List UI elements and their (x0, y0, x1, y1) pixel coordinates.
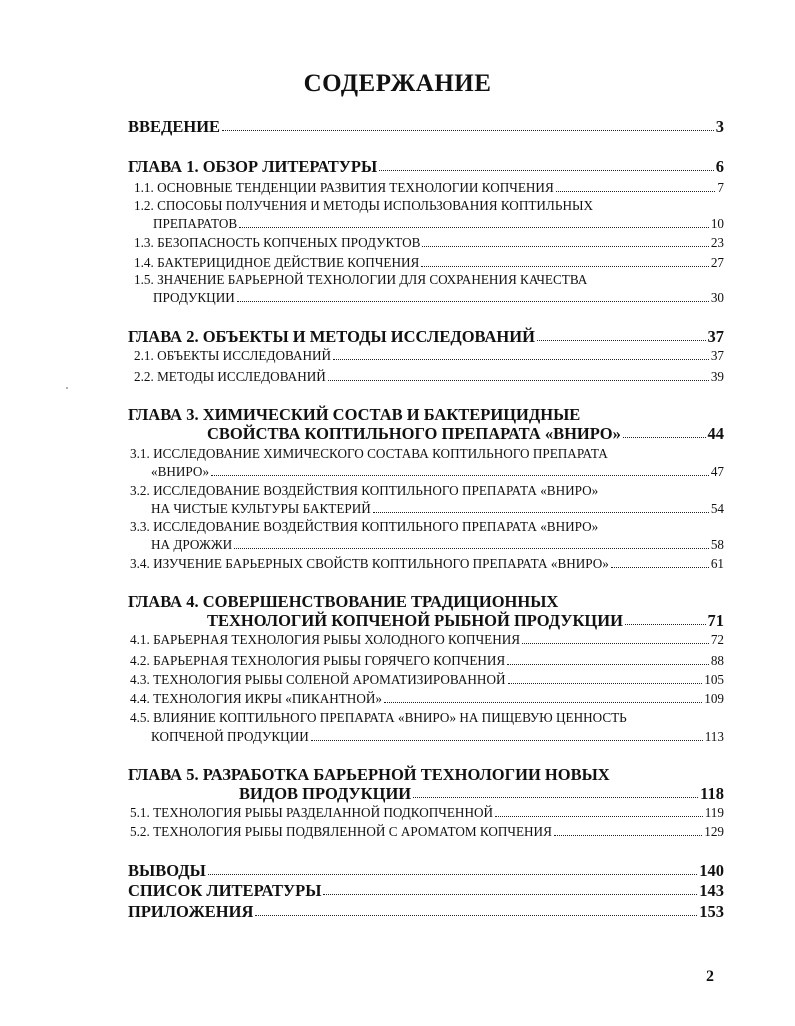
toc-section-4-2[interactable] (130, 651, 724, 671)
toc-entry-intro[interactable] (128, 117, 724, 137)
toc-entry-page: 105 (704, 672, 724, 687)
toc-chapter-1[interactable] (128, 157, 724, 177)
toc-section-2-1[interactable] (134, 346, 724, 366)
toc-entry-label: СВОЙСТВА КОПТИЛЬНОГО ПРЕПАРАТА «ВНИРО» (207, 424, 621, 443)
toc-entry-label: ПРОДУКЦИИ (153, 290, 235, 305)
toc-entry-label: 3.4. ИЗУЧЕНИЕ БАРЬЕРНЫХ СВОЙСТВ КОПТИЛЬНОГО ПРЕПАРАТА «ВНИРО» (130, 556, 609, 571)
toc-section-1-2-line1[interactable]: 1.2. СПОСОБЫ ПОЛУЧЕНИЯ И МЕТОДЫ ИСПОЛЬЗОВАНИЯ КОПТИЛЬНЫХ (134, 198, 593, 213)
toc-entry-label: 1.4. БАКТЕРИЦИДНОЕ ДЕЙСТВИЕ КОПЧЕНИЯ (134, 255, 420, 270)
toc-entry-label: КОПЧЕНОЙ ПРОДУКЦИИ (151, 729, 309, 744)
dot-leader (239, 214, 709, 228)
dot-leader (507, 651, 709, 665)
toc-entry-page: 30 (710, 290, 724, 305)
dot-leader (237, 288, 709, 302)
toc-entry-page: 143 (699, 881, 724, 900)
dot-leader (522, 630, 709, 644)
dot-leader (234, 535, 709, 549)
toc-entry-label: 1.1. ОСНОВНЫЕ ТЕНДЕНЦИИ РАЗВИТИЯ ТЕХНОЛОГИИ КОПЧЕНИЯ (134, 180, 554, 195)
toc-entry-page: 7 (717, 180, 724, 195)
dot-leader (623, 424, 706, 438)
toc-entry-label: ГЛАВА 1. ОБЗОР ЛИТЕРАТУРЫ (128, 157, 378, 176)
toc-entry-page: 153 (699, 902, 724, 921)
toc-entry-label: ГЛАВА 2. ОБЪЕКТЫ И МЕТОДЫ ИССЛЕДОВАНИЙ (128, 327, 535, 346)
toc-section-4-5[interactable] (151, 727, 724, 747)
dot-leader (311, 727, 703, 741)
toc-entry-page: 140 (699, 861, 724, 880)
toc-entry-label: 4.3. ТЕХНОЛОГИЯ РЫБЫ СОЛЕНОЙ АРОМАТИЗИРОВАННОЙ (130, 672, 506, 687)
page-number: 2 (706, 968, 714, 985)
toc-entry-label: СПИСОК ЛИТЕРАТУРЫ (128, 881, 322, 900)
toc-entry-page: 37 (710, 348, 724, 363)
toc-section-1-5-line1[interactable]: 1.5. ЗНАЧЕНИЕ БАРЬЕРНОЙ ТЕХНОЛОГИИ ДЛЯ СОХРАНЕНИЯ КАЧЕСТВА (134, 272, 588, 287)
dot-leader (421, 253, 709, 267)
dot-leader (222, 117, 714, 131)
dot-leader (328, 367, 709, 381)
dot-leader (611, 554, 709, 568)
toc-entry-page: 23 (710, 235, 724, 250)
dot-leader (211, 462, 709, 476)
toc-entry-label: 5.1. ТЕХНОЛОГИЯ РЫБЫ РАЗДЕЛАННОЙ ПОДКОПЧЕННОЙ (130, 805, 494, 820)
dot-leader (556, 178, 716, 192)
dot-leader (208, 861, 697, 875)
toc-chapter-5-line1[interactable]: ГЛАВА 5. РАЗРАБОТКА БАРЬЕРНОЙ ТЕХНОЛОГИИ НОВЫХ (128, 765, 610, 784)
toc-entry-page: 3 (715, 117, 724, 136)
toc-section-1-3[interactable] (134, 233, 724, 253)
toc-entry-page: 10 (710, 216, 724, 231)
toc-section-5-1[interactable] (130, 803, 724, 823)
toc-section-1-1[interactable] (134, 178, 724, 198)
dot-leader (333, 346, 709, 360)
toc-entry-label: 2.2. МЕТОДЫ ИССЛЕДОВАНИЙ (134, 369, 326, 384)
toc-section-2-2[interactable] (134, 367, 724, 387)
toc-section-3-2[interactable] (151, 499, 724, 519)
dot-leader (373, 499, 709, 513)
toc-entry-conclusions[interactable] (128, 861, 724, 881)
dot-leader (495, 803, 703, 817)
toc-entry-label: 4.4. ТЕХНОЛОГИЯ ИКРЫ «ПИКАНТНОЙ» (130, 691, 382, 706)
toc-entry-page: 129 (704, 824, 724, 839)
toc-chapter-3[interactable] (207, 424, 724, 444)
toc-entry-label: 5.2. ТЕХНОЛОГИЯ РЫБЫ ПОДВЯЛЕННОЙ С АРОМАТОМ КОПЧЕНИЯ (130, 824, 552, 839)
dot-leader (379, 157, 714, 171)
dot-leader (323, 881, 697, 895)
dot-leader (384, 689, 702, 703)
toc-entry-references[interactable] (128, 881, 724, 901)
toc-entry-page: 61 (710, 556, 724, 571)
dot-leader (537, 327, 706, 341)
toc-entry-page: 54 (710, 501, 724, 516)
toc-entry-label: ПРЕПАРАТОВ (153, 216, 238, 231)
toc-entry-label: ВЫВОДЫ (128, 861, 206, 880)
toc-entry-label: «ВНИРО» (151, 464, 210, 479)
toc-entry-page: 88 (710, 653, 724, 668)
toc-entry-appendix[interactable] (128, 902, 724, 922)
toc-entry-page: 58 (710, 537, 724, 552)
toc-entry-label: ТЕХНОЛОГИЙ КОПЧЕНОЙ РЫБНОЙ ПРОДУКЦИИ (207, 611, 623, 630)
dot-leader (554, 822, 702, 836)
dot-leader (255, 902, 697, 916)
toc-section-4-3[interactable] (130, 670, 724, 690)
toc-section-3-3-line1[interactable]: 3.3. ИССЛЕДОВАНИЕ ВОЗДЕЙСТВИЯ КОПТИЛЬНОГО ПРЕПАРАТА «ВНИРО» (130, 519, 599, 534)
toc-section-1-2[interactable] (153, 214, 724, 234)
toc-section-4-5-line1[interactable]: 4.5. ВЛИЯНИЕ КОПТИЛЬНОГО ПРЕПАРАТА «ВНИРО» НА ПИЩЕВУЮ ЦЕННОСТЬ (130, 710, 627, 725)
toc-section-5-2[interactable] (130, 822, 724, 842)
toc-entry-label: ВВЕДЕНИЕ (128, 117, 221, 136)
toc-entry-page: 6 (715, 157, 724, 176)
toc-entry-label: НА ЧИСТЫЕ КУЛЬТУРЫ БАКТЕРИЙ (151, 501, 371, 516)
toc-entry-label: ВИДОВ ПРОДУКЦИИ (239, 784, 412, 803)
dot-leader (413, 784, 698, 798)
toc-section-3-4[interactable] (130, 554, 724, 574)
toc-entry-page: 37 (707, 327, 724, 346)
toc-entry-page: 118 (700, 784, 724, 803)
toc-entry-label: 2.1. ОБЪЕКТЫ ИССЛЕДОВАНИЙ (134, 348, 332, 363)
toc-entry-label: 1.3. БЕЗОПАСНОСТЬ КОПЧЕНЫХ ПРОДУКТОВ (134, 235, 421, 250)
toc-section-3-1-line1[interactable]: 3.1. ИССЛЕДОВАНИЕ ХИМИЧЕСКОГО СОСТАВА КОПТИЛЬНОГО ПРЕПАРАТА (130, 446, 608, 461)
toc-entry-page: 113 (704, 729, 724, 744)
scan-speck (66, 387, 68, 389)
toc-entry-label: ПРИЛОЖЕНИЯ (128, 902, 254, 921)
toc-section-3-3[interactable] (151, 535, 724, 555)
dot-leader (422, 233, 708, 247)
dot-leader (625, 611, 706, 625)
toc-entry-label: НА ДРОЖЖИ (151, 537, 233, 552)
toc-section-4-4[interactable] (130, 689, 724, 709)
toc-chapter-3-line1[interactable]: ГЛАВА 3. ХИМИЧЕСКИЙ СОСТАВ И БАКТЕРИЦИДНЫЕ (128, 405, 581, 424)
toc-entry-page: 47 (710, 464, 724, 479)
toc-entry-label: 4.1. БАРЬЕРНАЯ ТЕХНОЛОГИЯ РЫБЫ ХОЛОДНОГО КОПЧЕНИЯ (130, 632, 521, 647)
toc-chapter-4-line1[interactable]: ГЛАВА 4. СОВЕРШЕНСТВОВАНИЕ ТРАДИЦИОННЫХ (128, 592, 559, 611)
toc-section-4-1[interactable] (130, 630, 724, 650)
toc-entry-page: 39 (710, 369, 724, 384)
page-title: СОДЕРЖАНИЕ (303, 70, 492, 97)
toc-chapter-2[interactable] (128, 327, 724, 347)
toc-section-3-2-line1[interactable]: 3.2. ИССЛЕДОВАНИЕ ВОЗДЕЙСТВИЯ КОПТИЛЬНОГО ПРЕПАРАТА «ВНИРО» (130, 483, 599, 498)
toc-entry-page: 27 (710, 255, 724, 270)
toc-entry-page: 109 (704, 691, 724, 706)
dot-leader (508, 670, 703, 684)
toc-chapter-4[interactable] (207, 611, 724, 631)
toc-chapter-5[interactable] (239, 784, 724, 804)
toc-entry-page: 72 (710, 632, 724, 647)
toc-entry-page: 119 (704, 805, 724, 820)
toc-entry-page: 71 (707, 611, 724, 630)
toc-entry-label: 4.2. БАРЬЕРНАЯ ТЕХНОЛОГИЯ РЫБЫ ГОРЯЧЕГО КОПЧЕНИЯ (130, 653, 506, 668)
toc-entry-page: 44 (707, 424, 724, 443)
toc-section-1-5[interactable] (153, 288, 724, 308)
toc-section-3-1[interactable] (151, 462, 724, 482)
